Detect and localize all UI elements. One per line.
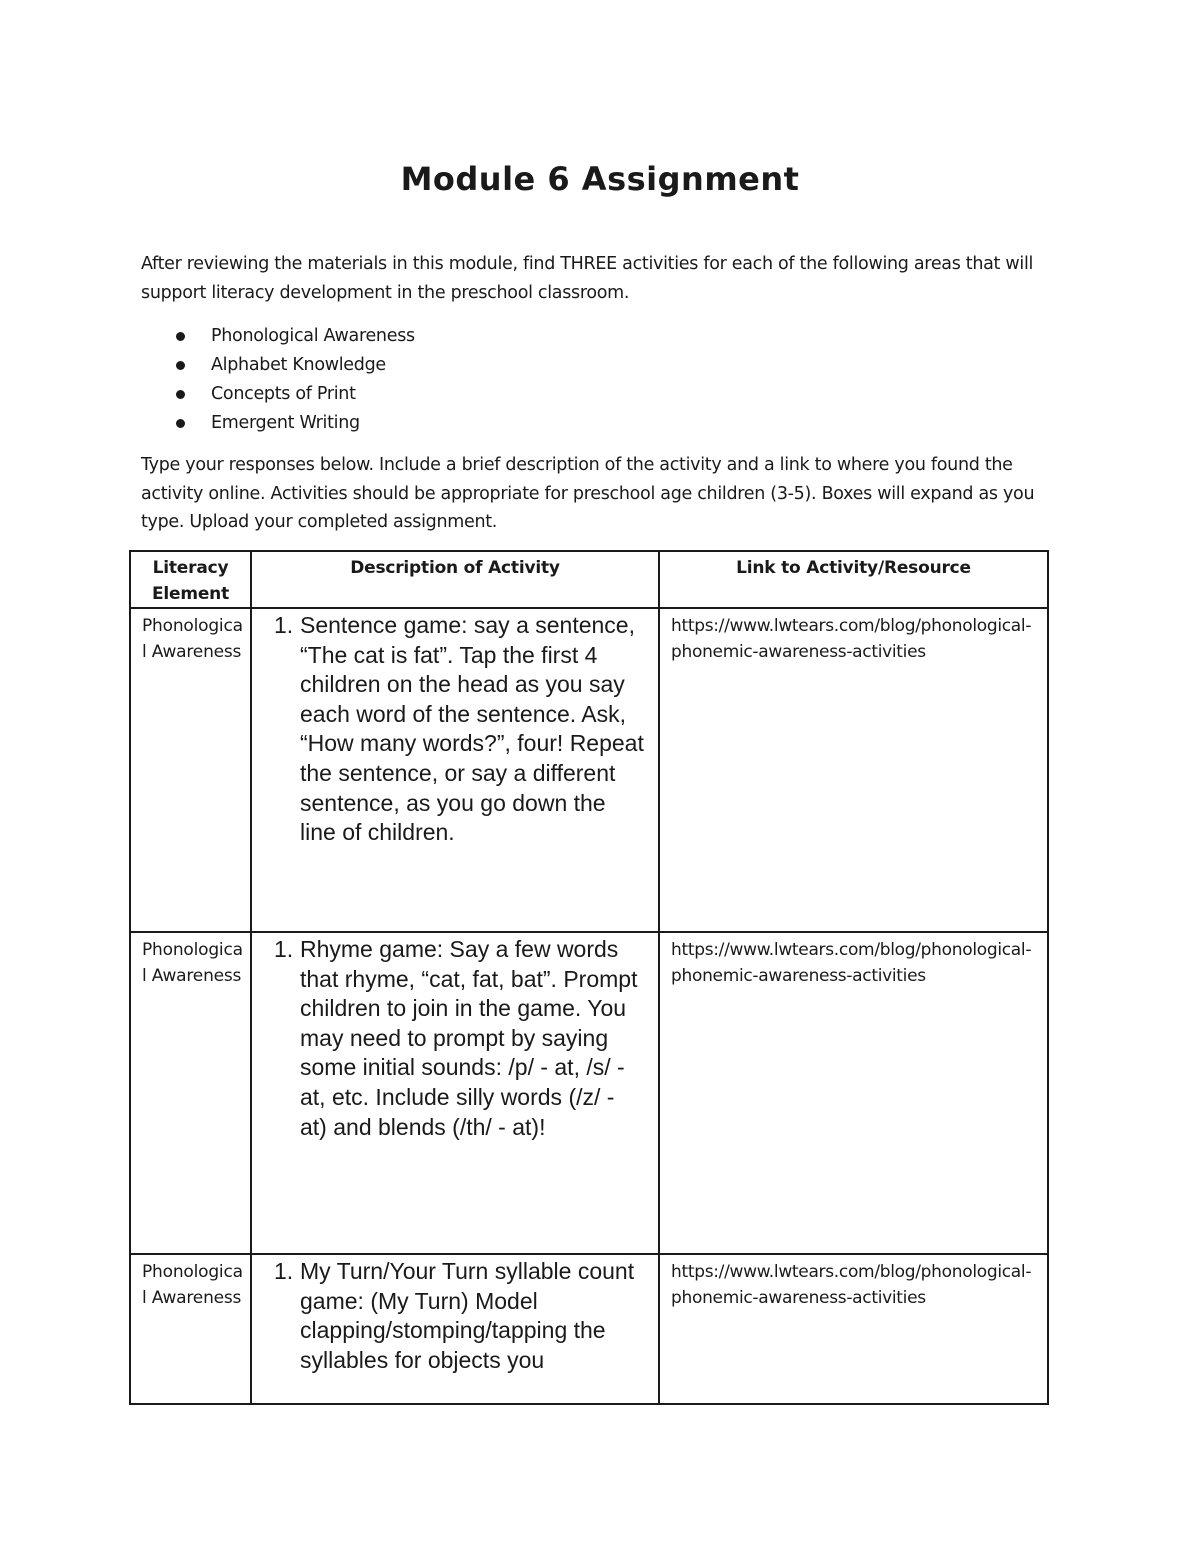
activities-table — [129, 550, 1049, 1405]
link-cell[interactable]: https://www.lwtears.com/blog/phonological-phonemic-awareness-activities — [659, 932, 1048, 1254]
literacy-element-cell[interactable]: Phonological Awareness — [130, 1254, 251, 1404]
description-cell[interactable] — [251, 608, 659, 932]
instructions-text: Type your responses below. Include a brief description of the activity and a link to where you found the activity online. Activities should be appropriate for preschool age children (3-5). Boxes will expand as you type. Upload your completed assignment. — [141, 455, 1035, 532]
header-description: Description of Activity — [251, 551, 659, 608]
instructions-paragraph — [141, 451, 1061, 537]
list-item: Alphabet Knowledge — [170, 351, 415, 380]
header-literacy-element: Literacy Element — [130, 551, 251, 608]
link-cell[interactable]: https://www.lwtears.com/blog/phonological-phonemic-awareness-activities — [659, 1254, 1048, 1404]
literacy-element-cell[interactable]: Phonological Awareness — [130, 608, 251, 932]
literacy-areas-list — [170, 322, 415, 438]
page-title: Module 6 Assignment — [400, 160, 800, 198]
description-cell[interactable] — [251, 1254, 659, 1404]
list-item: Concepts of Print — [170, 380, 415, 409]
description-text: Sentence game: say a sentence, “The cat is fat”. Tap the first 4 children on the head as you say each word of the sentence. Ask, “How many words?”, four! Repeat the sentence, or say a different sentence, as you go down the line of children. — [300, 612, 644, 846]
list-number: 1. — [274, 936, 294, 962]
header-link: Link to Activity/Resource — [659, 551, 1048, 608]
description-cell[interactable] — [251, 932, 659, 1254]
list-item: Phonological Awareness — [170, 322, 415, 351]
table-row — [130, 1254, 1048, 1404]
list-number: 1. — [274, 1258, 294, 1284]
intro-text: After reviewing the materials in this module, find THREE activities for each of the following areas that will support literacy development in the preschool classroom. — [141, 254, 1034, 303]
literacy-element-cell[interactable]: Phonological Awareness — [130, 932, 251, 1254]
description-text: My Turn/Your Turn syllable count game: (My Turn) Model clapping/stomping/tapping the syllables for objects you — [300, 1258, 635, 1373]
table-row — [130, 932, 1048, 1254]
list-item: Emergent Writing — [170, 409, 415, 438]
description-text: Rhyme game: Say a few words that rhyme, “cat, fat, bat”. Prompt children to join in the game. You may need to prompt by saying some initial sounds: /p/ - at, /s/ - at, etc. Include silly words (/z/ - at) and blends (/th/ - at)! — [300, 936, 638, 1140]
intro-paragraph — [141, 250, 1061, 308]
link-cell[interactable]: https://www.lwtears.com/blog/phonological-phonemic-awareness-activities — [659, 608, 1048, 932]
table-header-row — [130, 551, 1048, 608]
list-number: 1. — [274, 612, 294, 638]
table-row — [130, 608, 1048, 932]
